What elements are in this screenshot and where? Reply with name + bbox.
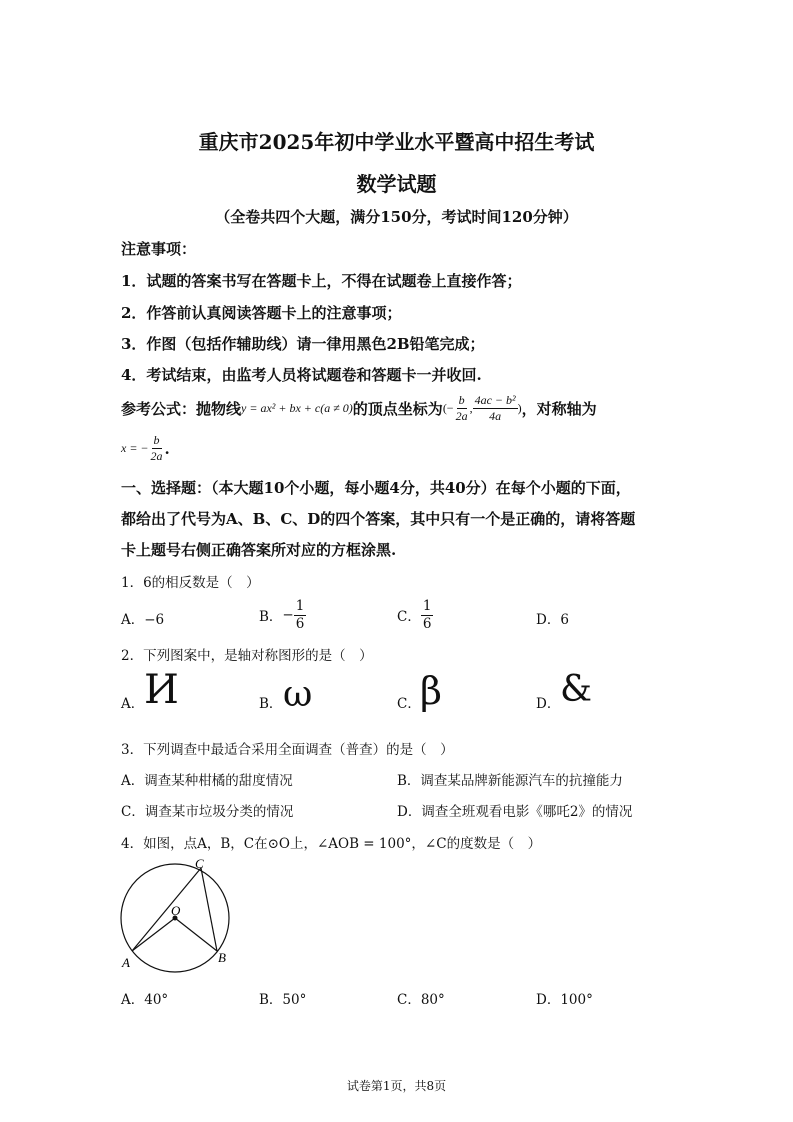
q1-b-numerator: 1 (295, 598, 305, 614)
exam-title: 重庆市2025年初中学业水平暨高中招生考试 (198, 130, 595, 154)
q1-option-d: D．6 (536, 612, 569, 628)
q2-a-symbol: И (144, 667, 179, 713)
q2-d-label: D． (536, 696, 561, 712)
axis-lhs: x = − (121, 441, 149, 455)
figure-label-c: C (195, 856, 204, 871)
axis-formula (121, 433, 170, 464)
figure-label-o: O (171, 903, 181, 918)
subject-title: 数学试题 (356, 172, 437, 196)
vertex-comma: , (469, 401, 473, 415)
q4-option-c: C．80° (397, 992, 445, 1008)
q1-b-fraction (294, 598, 307, 633)
vertex-x-fraction (454, 393, 470, 424)
q4-option-d: D．100° (536, 992, 593, 1008)
section1-line: 一、选择题：（本大题10个小题，每小题4分，共40分）在每个小题的下面， (121, 479, 631, 497)
axis-text: ，对称轴为 (521, 400, 597, 418)
figure-chord-ac (132, 868, 201, 951)
figure-radius-oa (132, 918, 175, 951)
notice-item: 2．作答前认真阅读答题卡上的注意事项； (121, 304, 402, 322)
q1-c-fraction (421, 598, 434, 633)
q2-b-symbol: ω (283, 674, 313, 715)
q1-option-c (397, 598, 433, 633)
vertex-y-fraction (473, 393, 518, 424)
q2-c-symbol: β (420, 669, 442, 713)
page-footer: 试卷第1页，共8页 (346, 1079, 447, 1093)
notice-item: 4．考试结束，由监考人员将试题卷和答题卡一并收回. (121, 366, 482, 384)
q2-c-label: C． (397, 696, 421, 712)
q1-c-label: C． (397, 609, 421, 626)
parabola-equation: y = ax² + bx + c(a ≠ 0) (241, 401, 353, 415)
q2-b-label: B． (259, 696, 283, 712)
vertex-x-denominator: 2a (455, 409, 468, 423)
q2-d-symbol: & (560, 669, 593, 710)
vertex-y-denominator: 4a (489, 409, 502, 423)
q1-c-denominator: 6 (422, 615, 432, 632)
q3-option-b: B．调查某品牌新能源汽车的抗撞能力 (397, 773, 623, 789)
figure-label-a: A (122, 955, 130, 970)
vertex-close: ) (517, 401, 522, 415)
vertex-text: 的顶点坐标为 (352, 400, 443, 418)
q1-b-label: B． (259, 609, 283, 626)
circle-figure (115, 855, 240, 975)
q1-b-denominator: 6 (295, 615, 305, 632)
section1-line: 都给出了代号为A、B、C、D的四个答案，其中只有一个是正确的，请将答题 (121, 510, 636, 528)
section1-line: 卡上题号右侧正确答案所对应的方框涂黑. (121, 541, 397, 559)
q3-stem: 3．下列调查中最适合采用全面调查（普查）的是（ ） (121, 742, 454, 758)
q3-option-a: A．调查某种柑橘的甜度情况 (121, 773, 293, 789)
q1-c-numerator: 1 (422, 598, 432, 614)
exam-note: （全卷共四个大题，满分150分，考试时间120分钟） (215, 208, 578, 226)
notice-item: 1．试题的答案书写在答题卡上，不得在试题卷上直接作答； (121, 272, 522, 290)
q1-option-b (259, 598, 306, 633)
axis-numerator: b (153, 433, 160, 447)
q4-option-a: A．40° (121, 992, 169, 1008)
q1-option-a: A．−6 (121, 612, 165, 628)
figure-label-b: B (218, 950, 226, 965)
q1-b-sign: − (282, 607, 294, 624)
notice-item: 3．作图（包括作辅助线）请一律用黑色2B铅笔完成； (121, 335, 485, 353)
axis-end: . (164, 439, 170, 458)
q2-a-label: A． (121, 696, 145, 712)
q4-option-b: B．50° (259, 992, 307, 1008)
q3-option-c: C．调查某市垃圾分类的情况 (121, 804, 294, 820)
q1-stem: 1．6的相反数是（ ） (121, 575, 260, 591)
q4-stem: 4．如图，点A，B，C在⊙O上，∠AOB = 100°，∠C的度数是（ ） (121, 836, 542, 852)
notice-heading: 注意事项： (121, 240, 197, 258)
q2-stem: 2．下列图案中，是轴对称图形的是（ ） (121, 648, 373, 664)
reference-prefix: 参考公式：抛物线 (121, 400, 242, 418)
vertex-open: (− (442, 401, 454, 415)
reference-formula (121, 393, 597, 424)
axis-denominator: 2a (150, 449, 163, 463)
vertex-x-numerator: b (458, 393, 465, 407)
q3-option-d: D．调查全班观看电影《哪吒2》的情况 (397, 804, 633, 820)
figure-radius-ob (175, 918, 217, 951)
vertex-y-numerator: 4ac − b² (474, 393, 516, 407)
axis-fraction (149, 433, 165, 464)
